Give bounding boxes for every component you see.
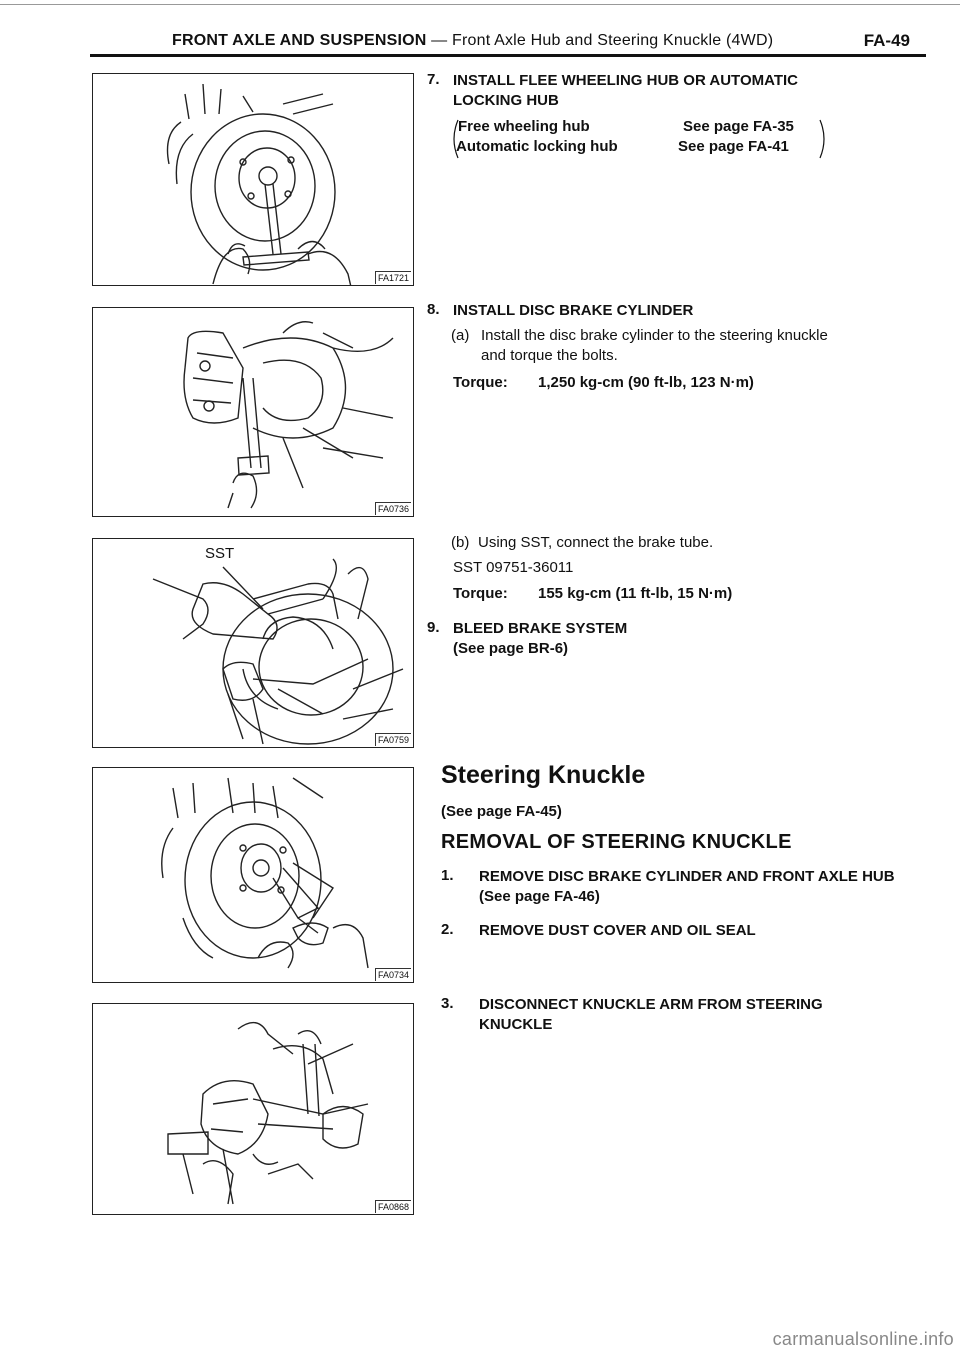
- ref-automatic-locking-page: See page FA-41: [678, 138, 789, 155]
- header-rule: [90, 54, 926, 57]
- removal-step-1-number: 1.: [441, 867, 454, 884]
- header-subsection: — Front Axle Hub and Steering Knuckle (4WD): [426, 32, 774, 49]
- step-9-number: 9.: [427, 619, 440, 636]
- disc-brake-illustration: [93, 308, 414, 517]
- step-8b-label: (b): [451, 534, 470, 551]
- figure-dust-cover: [92, 767, 414, 983]
- page-number: FA-49: [863, 31, 910, 50]
- removal-step-3-number: 3.: [441, 995, 454, 1012]
- step-8b-torque-label: Torque:: [453, 585, 508, 602]
- figure-disc-brake-cylinder: [92, 307, 414, 517]
- step-7-title-line2: LOCKING HUB: [453, 92, 559, 109]
- removal-step-1-line2: (See page FA-46): [479, 888, 600, 905]
- ref-free-wheeling-name: Free wheeling hub: [458, 118, 590, 135]
- watermark: carmanualsonline.info: [772, 1329, 954, 1349]
- ref-automatic-locking-name: Automatic locking hub: [456, 138, 618, 155]
- removal-heading: REMOVAL OF STEERING KNUCKLE: [441, 831, 792, 853]
- header-title: [172, 32, 773, 50]
- ref-free-wheeling-page: See page FA-35: [683, 118, 794, 135]
- step-8b-sst: SST 09751-36011: [453, 559, 574, 576]
- step-8a-torque-value: 1,250 kg-cm (90 ft-lb, 123 N·m): [538, 374, 754, 391]
- step-8a-line1: Install the disc brake cylinder to the steering knuckle: [481, 327, 828, 344]
- brake-tube-illustration: [93, 539, 414, 748]
- figure-code: FA0868: [375, 1200, 411, 1213]
- top-scan-line: [0, 4, 960, 5]
- figure-code: FA1721: [375, 271, 411, 284]
- step-8a-torque-label: Torque:: [453, 374, 508, 391]
- step-7-number: 7.: [427, 71, 440, 88]
- step-9-ref: (See page BR-6): [453, 640, 569, 657]
- removal-step-2-number: 2.: [441, 921, 454, 938]
- page-header: [90, 30, 926, 54]
- removal-step-3-line1: DISCONNECT KNUCKLE ARM FROM STEERING: [479, 996, 823, 1013]
- step-8b-text: Using SST, connect the brake tube.: [478, 534, 714, 551]
- step-8b-torque-value: 155 kg-cm (11 ft-lb, 15 N·m): [538, 585, 733, 602]
- figure-code: FA0759: [375, 733, 411, 746]
- removal-step-3-line2: KNUCKLE: [479, 1016, 553, 1033]
- steering-knuckle-ref: (See page FA-45): [441, 803, 562, 820]
- figure-label-sst: SST: [205, 545, 235, 562]
- step-8a-line2: and torque the bolts.: [481, 347, 618, 364]
- figure-hub-install: [92, 73, 414, 286]
- step-8-title: INSTALL DISC BRAKE CYLINDER: [453, 302, 694, 319]
- dust-cover-illustration: [93, 768, 414, 983]
- knuckle-arm-illustration: [93, 1004, 414, 1215]
- step-8-number: 8.: [427, 301, 440, 318]
- step-7-title-line1: INSTALL FLEE WHEELING HUB OR AUTOMATIC: [453, 72, 798, 89]
- header-section: FRONT AXLE AND SUSPENSION: [172, 32, 427, 49]
- figure-brake-tube-sst: [92, 538, 414, 748]
- figure-code: FA0734: [375, 968, 411, 981]
- removal-step-2-text: REMOVE DUST COVER AND OIL SEAL: [479, 922, 756, 939]
- figure-knuckle-arm: [92, 1003, 414, 1215]
- section-heading-steering-knuckle: Steering Knuckle: [441, 761, 646, 789]
- step-9-title: BLEED BRAKE SYSTEM: [453, 620, 628, 637]
- hub-install-illustration: [93, 74, 414, 286]
- step-8a-label: (a): [451, 327, 470, 344]
- figure-code: FA0736: [375, 502, 411, 515]
- right-bracket-icon: [818, 118, 830, 160]
- removal-step-1-line1: REMOVE DISC BRAKE CYLINDER AND FRONT AXLE HUB: [479, 868, 895, 885]
